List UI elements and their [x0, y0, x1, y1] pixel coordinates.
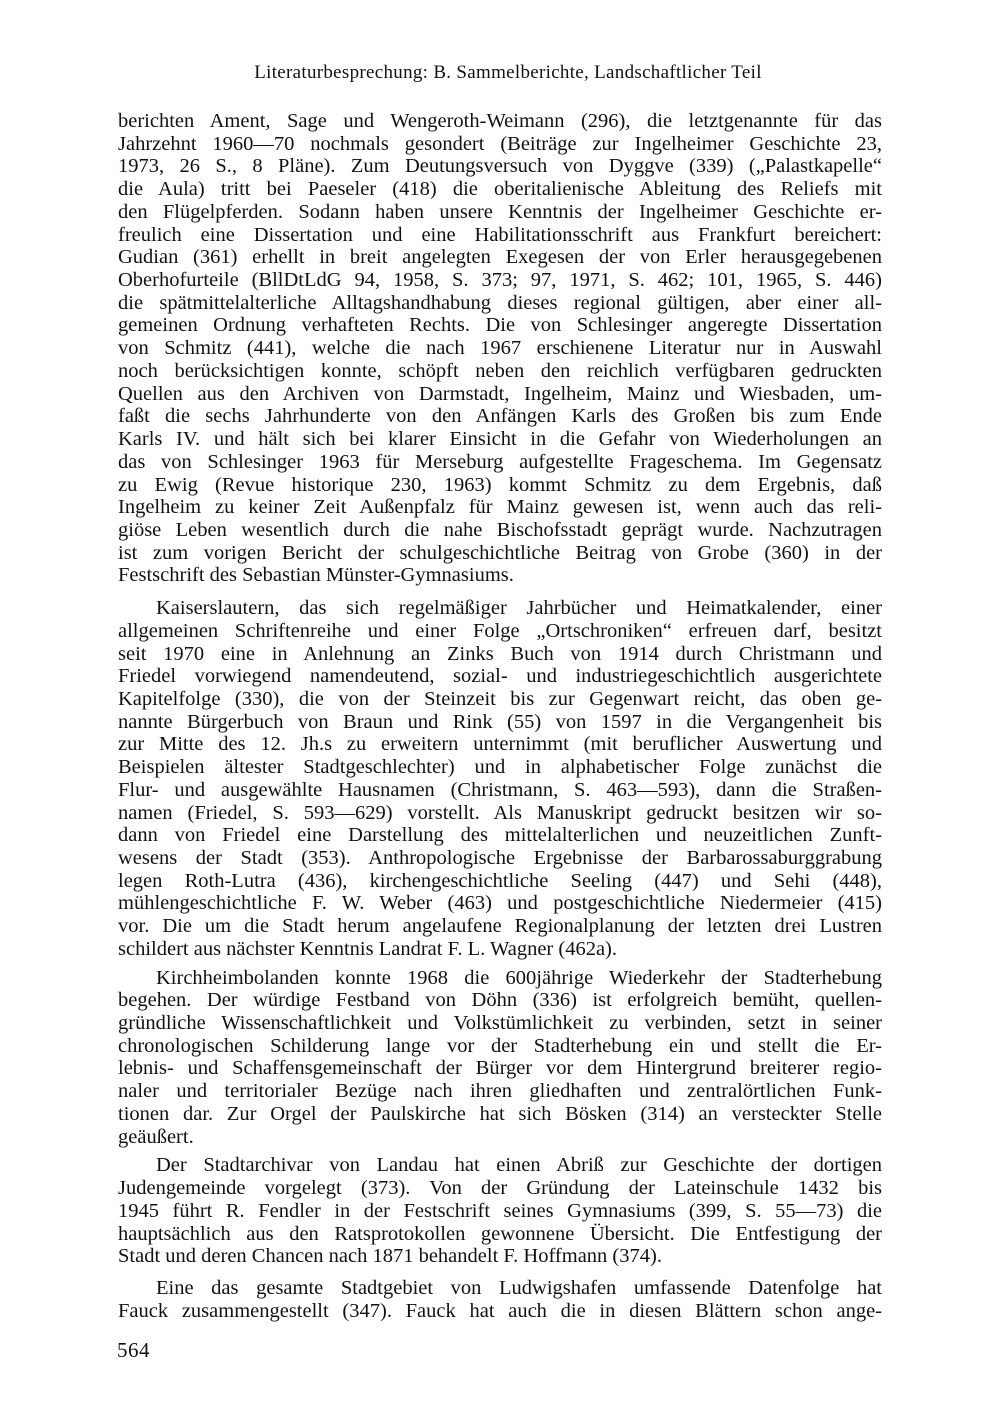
text-line: Jahrzehnt 1960—70 nochmals gesondert (Beiträge zur Ingelheimer Geschichte 23,: [118, 132, 882, 155]
paragraph: [118, 1277, 882, 1322]
text-line: Festschrift des Sebastian Münster-Gymnasiums.: [118, 564, 514, 587]
text-line: Stadt und deren Chancen nach 1871 behandelt F. Hoffmann (374).: [118, 1245, 662, 1268]
text-line: Quellen aus den Archiven von Darmstadt, Ingelheim, Mainz und Wiesbaden, um-: [118, 382, 882, 405]
text-line: ist zum vorigen Bericht der schulgeschichtliche Beitrag von Grobe (360) in der: [118, 541, 882, 564]
text-line: Oberhofurteile (BllDtLdG 94, 1958, S. 373; 97, 1971, S. 462; 101, 1965, S. 446): [118, 269, 882, 292]
text-line: namen (Friedel, S. 593—629) vorstellt. Als Manuskript gedruckt besitzen wir so-: [118, 801, 882, 824]
paragraph: [118, 967, 882, 1149]
text-line: den Flügelpferden. Sodann haben unsere Kenntnis der Ingelheimer Geschichte er-: [118, 200, 882, 223]
text-line: berichten Ament, Sage und Wengeroth-Weimann (296), die letztgenannte für das: [118, 110, 882, 132]
text-line: allgemeinen Schriftenreihe und einer Folge „Ortschroniken“ erfreuen darf, besitzt: [118, 619, 882, 642]
text-line: Kirchheimbolanden konnte 1968 die 600jährige Wiederkehr der Stadterhebung: [156, 966, 882, 989]
text-line: Kaiserslautern, das sich regelmäßiger Jahrbücher und Heimatkalender, einer: [156, 597, 882, 620]
text-line: gemeinen Ordnung verhafteten Rechts. Die von Schlesinger angeregte Dissertation: [118, 314, 882, 337]
text-line: zur Mitte des 12. Jh.s zu erweitern unternimmt (mit beruflicher Auswertung und: [118, 733, 882, 756]
paragraph: [118, 1154, 882, 1268]
text-line: wesens der Stadt (353). Anthropologische Ergebnisse der Barbarossaburggrabung: [118, 847, 882, 869]
text-line: seit 1970 eine in Anlehnung an Zinks Buch von 1914 durch Christmann und: [118, 642, 882, 665]
text-line: gründliche Wissenschaftlichkeit und Volkstümlichkeit zu verbinden, setzt in seiner: [118, 1012, 882, 1035]
text-line: Fauck zusammengestellt (347). Fauck hat auch die in diesen Blättern schon ange-: [118, 1299, 882, 1322]
text-line: legen Roth-Lutra (436), kirchengeschichtliche Seeling (447) und Sehi (448),: [118, 869, 882, 892]
text-line: giöse Leben wesentlich durch die nahe Bischofsstadt geprägt wurde. Nachzutragen: [118, 518, 882, 541]
text-line: 1945 führt R. Fendler in der Festschrift seines Gymnasiums (399, S. 55—73) die: [118, 1199, 882, 1222]
running-head: Literaturbesprechung: B. Sammelberichte, Landschaftlicher Teil: [254, 62, 762, 83]
text-line: geäußert.: [118, 1125, 194, 1148]
text-line: Eine das gesamte Stadtgebiet von Ludwigshafen umfassende Datenfolge hat: [156, 1276, 882, 1299]
text-line: mühlengeschichtliche F. W. Weber (463) und postgeschichtliche Niedermeier (415): [118, 892, 882, 915]
text-line: die Aula) tritt bei Paeseler (418) die oberitalienische Ableitung des Reliefs mit: [118, 178, 882, 201]
text-line: Beispielen ältester Stadtgeschlechter) und in alphabetischer Folge zunächst die: [118, 756, 882, 779]
text-line: Gudian (361) erhellt in breit angelegten Exegesen der von Erler herausgegebenen: [118, 246, 882, 269]
text-line: Flur- und ausgewählte Hausnamen (Christmann, S. 463—593), dann die Straßen-: [118, 778, 882, 801]
paragraph: [118, 110, 882, 587]
text-line: Karls IV. und hält sich bei klarer Einsicht in die Gefahr von Wiederholungen an: [118, 428, 882, 451]
text-line: die spätmittelalterliche Alltagshandhabung dieses regional gültigen, aber einer all-: [118, 291, 882, 314]
text-line: nannte Bürgerbuch von Braun und Rink (55) von 1597 in die Vergangenheit bis: [118, 710, 882, 733]
text-line: naler und territorialer Bezüge nach ihren gliedhaften und zentralörtlichen Funk-: [118, 1080, 882, 1103]
page-number: 564: [117, 1338, 150, 1362]
text-line: chronologischen Schilderung lange vor der Stadterhebung ein und stellt die Er-: [118, 1034, 882, 1057]
paragraph: [118, 597, 882, 961]
text-line: faßt die sechs Jahrhunderte von den Anfängen Karls des Großen bis zum Ende: [118, 405, 882, 428]
text-line: 1973, 26 S., 8 Pläne). Zum Deutungsversuch von Dyggve (339) („Palastkapelle“: [118, 155, 882, 178]
text-line: von Schmitz (441), welche die nach 1967 erschienene Literatur nur in Auswahl: [118, 337, 882, 360]
text-line: hauptsächlich aus den Ratsprotokollen gewonnene Übersicht. Die Entfestigung der: [118, 1222, 882, 1245]
text-line: lebnis- und Schaffensgemeinschaft der Bürger vor dem Hintergrund breiterer regio-: [118, 1057, 882, 1080]
text-line: Der Stadtarchivar von Landau hat einen Abriß zur Geschichte der dortigen: [156, 1154, 882, 1177]
text-line: schildert aus nächster Kenntnis Landrat F. L. Wagner (462a).: [118, 937, 617, 960]
body-text: [118, 110, 882, 1322]
text-line: dann von Friedel eine Darstellung des mittelalterlichen und neuzeitlichen Zunft-: [118, 824, 882, 847]
text-line: vor. Die um die Stadt herum angelaufene Regionalplanung der letzten drei Lustren: [118, 915, 882, 938]
text-line: Kapitelfolge (330), die von der Steinzeit bis zur Gegenwart reicht, das oben ge-: [118, 687, 882, 710]
text-line: Judengemeinde vorgelegt (373). Von der Gründung der Lateinschule 1432 bis: [118, 1177, 882, 1200]
text-line: das von Schlesinger 1963 für Merseburg aufgestellte Frageschema. Im Gegensatz: [118, 450, 882, 473]
text-line: noch berücksichtigen konnte, schöpft neben den reichlich verfügbaren gedruckten: [118, 359, 882, 382]
text-line: freulich eine Dissertation und eine Habilitationsschrift aus Frankfurt bereichert:: [118, 223, 882, 246]
text-line: zu Ewig (Revue historique 230, 1963) kommt Schmitz zu dem Ergebnis, daß: [118, 473, 882, 496]
text-line: Ingelheim zu keiner Zeit Außenpfalz für Mainz gewesen ist, wenn auch das reli-: [118, 496, 882, 519]
text-line: begehen. Der würdige Festband von Döhn (336) ist erfolgreich bemüht, quellen-: [118, 989, 882, 1012]
text-line: Friedel vorwiegend namendeutend, sozial- und industriegeschichtlich ausgerichtete: [118, 665, 882, 688]
text-line: tionen dar. Zur Orgel der Paulskirche hat sich Bösken (314) an versteckter Stelle: [118, 1102, 882, 1125]
